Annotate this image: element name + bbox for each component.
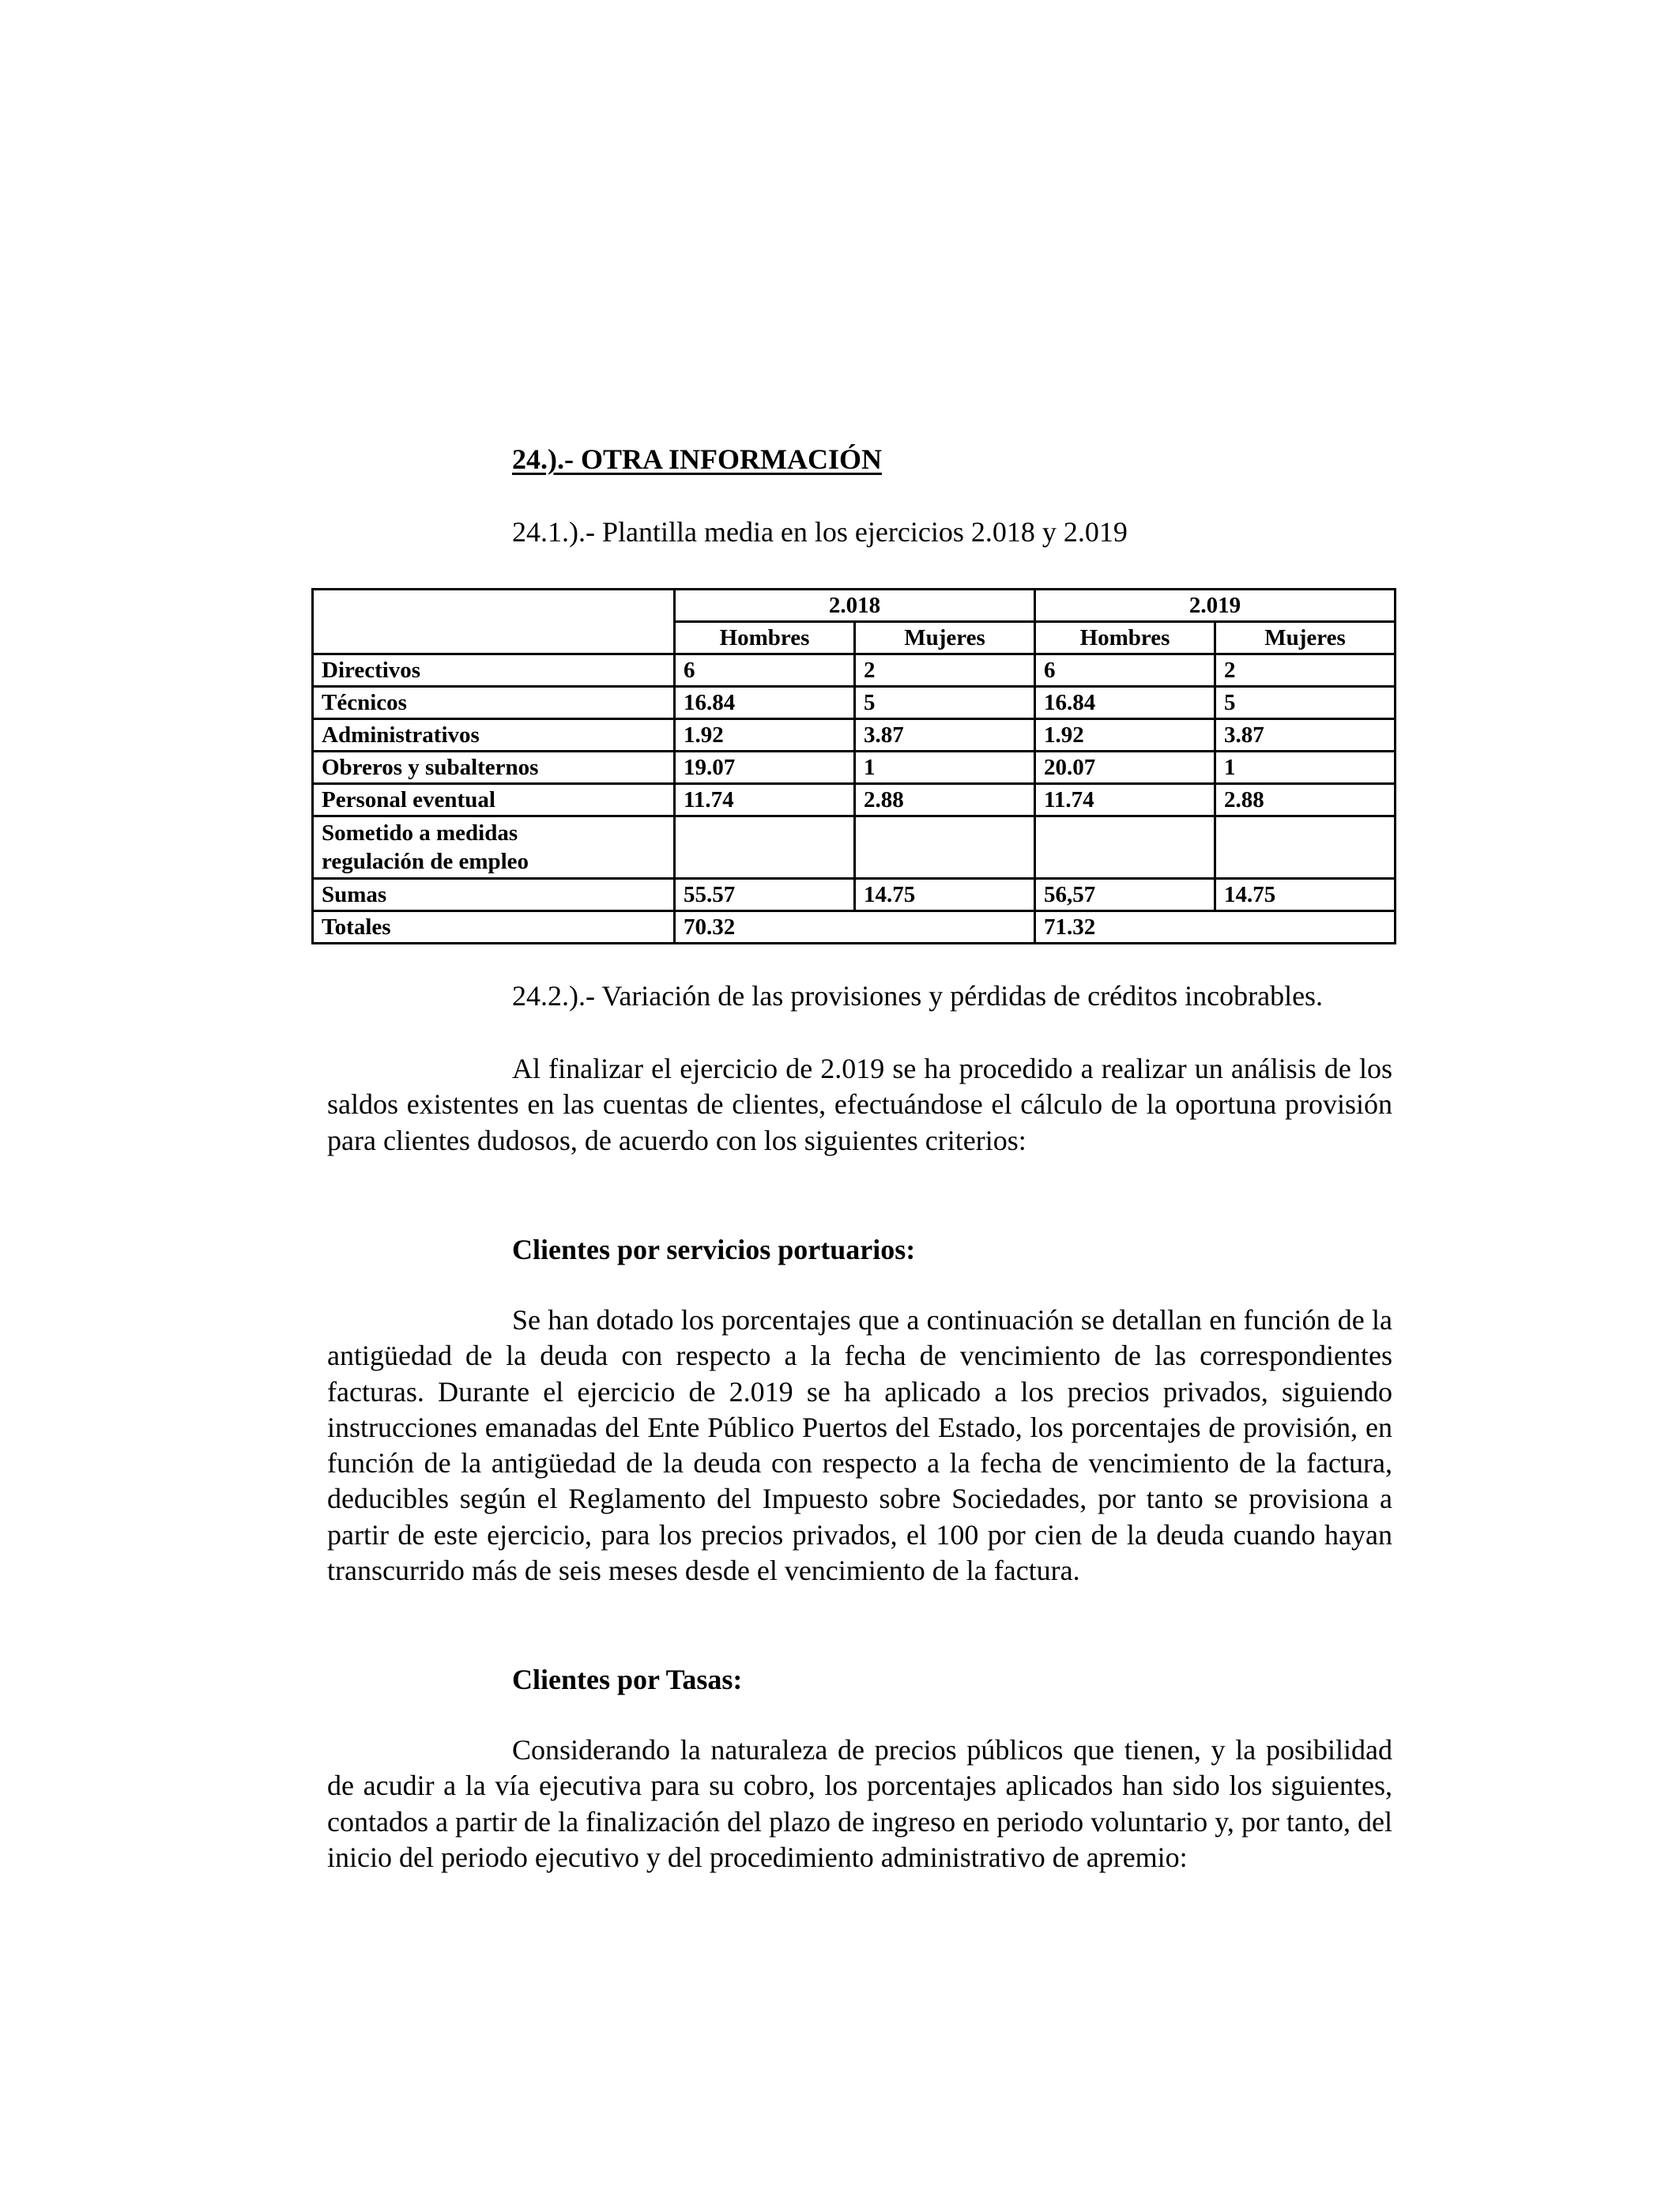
col-header: Mujeres	[1215, 622, 1396, 654]
table-cell: 2.88	[855, 784, 1035, 816]
row-label	[313, 816, 675, 879]
table-cell: 14.75	[855, 879, 1035, 911]
table-cell: 11.74	[1035, 784, 1215, 816]
table-cell: 2	[855, 654, 1035, 687]
table-cell: 55.57	[675, 879, 855, 911]
row-label-line: Sometido a medidas	[322, 820, 518, 846]
table-cell: 3.87	[1215, 719, 1396, 752]
table-cell: 1	[1215, 752, 1396, 784]
subsection-provisiones-title: 24.2.).- Variación de las provisiones y pérdidas de créditos incobrables.	[512, 980, 1324, 1012]
table-year-header-row	[313, 590, 1396, 622]
table-cell: 16.84	[675, 687, 855, 719]
col-header: Hombres	[675, 622, 855, 654]
table-row	[313, 784, 1396, 816]
table-cell: 1	[855, 752, 1035, 784]
plantilla-table	[311, 588, 1396, 944]
table-row-totales	[313, 911, 1396, 944]
paragraph-analysis: Al finalizar el ejercicio de 2.019 se ha procedido a realizar un análisis de los saldos existentes en las cuentas de clientes, efectuándose el cálculo de la oportuna provisión para clientes dudosos, de acuerdo con los siguientes criterios:	[327, 1053, 1392, 1156]
table-row	[313, 719, 1396, 752]
table-cell: 14.75	[1215, 879, 1396, 911]
table-cell	[1215, 816, 1396, 879]
row-label: Administrativos	[313, 719, 675, 752]
table-row	[313, 752, 1396, 784]
table-cell: 1.92	[1035, 719, 1215, 752]
row-label: Directivos	[313, 654, 675, 687]
paragraph-servicios-portuarios: Se han dotado los porcentajes que a continuación se detallan en función de la antigüedad de la deuda con respecto a la fecha de vencimiento de las correspondientes facturas. Durante el ejercicio de 2.019 se ha aplicado a los precios privados, siguiendo instrucciones emanadas del Ente Público Puertos del Estado, los porcentajes de provisión, en función de la antigüedad de la deuda con respecto a la fecha de vencimiento de la factura, deducibles según el Reglamento del Impuesto sobre Sociedades, por tanto se provisiona a partir de este ejercicio, para los precios privados, el 100 por cien de la deuda cuando hayan transcurrido más de seis meses desde el vencimiento de la factura.	[327, 1304, 1392, 1587]
table-cell: 19.07	[675, 752, 855, 784]
table-cell: 5	[855, 687, 1035, 719]
row-label: Sumas	[313, 879, 675, 911]
heading-servicios-portuarios: Clientes por servicios portuarios:	[512, 1234, 916, 1265]
table-cell	[675, 816, 855, 879]
table-row	[313, 816, 1396, 879]
table-cell: 3.87	[855, 719, 1035, 752]
table-row-sumas	[313, 879, 1396, 911]
table-cell	[855, 816, 1035, 879]
table-cell: 11.74	[675, 784, 855, 816]
table-cell: 1.92	[675, 719, 855, 752]
subsection-plantilla-title: 24.1.).- Plantilla media en los ejercicios 2.018 y 2.019	[512, 516, 1128, 548]
row-label: Totales	[313, 911, 675, 944]
table-corner-cell	[313, 590, 675, 654]
table-cell: 6	[1035, 654, 1215, 687]
table-cell: 20.07	[1035, 752, 1215, 784]
row-label: Personal eventual	[313, 784, 675, 816]
table-row	[313, 654, 1396, 687]
table-cell: 70.32	[675, 911, 1035, 944]
table-cell: 5	[1215, 687, 1396, 719]
table-cell: 2.88	[1215, 784, 1396, 816]
year-header-2018: 2.018	[675, 590, 1035, 622]
table-cell: 56,57	[1035, 879, 1215, 911]
table-cell: 2	[1215, 654, 1396, 687]
table-cell: 16.84	[1035, 687, 1215, 719]
table-cell: 6	[675, 654, 855, 687]
section-title: 24.).- OTRA INFORMACIÓN	[512, 443, 882, 475]
row-label: Técnicos	[313, 687, 675, 719]
paragraph-tasas: Considerando la naturaleza de precios públicos que tienen, y la posibilidad de acudir a la vía ejecutiva para su cobro, los porcentajes aplicados han sido los siguientes, contados a partir de la finalización del plazo de ingreso en periodo voluntario y, por tanto, del inicio del periodo ejecutivo y del procedimiento administrativo de apremio:	[327, 1734, 1392, 1873]
row-label: Obreros y subalternos	[313, 752, 675, 784]
row-label-line: regulación de empleo	[322, 849, 529, 874]
year-header-2019: 2.019	[1035, 590, 1396, 622]
heading-tasas: Clientes por Tasas:	[512, 1664, 743, 1695]
table-cell	[1035, 816, 1215, 879]
col-header: Hombres	[1035, 622, 1215, 654]
col-header: Mujeres	[855, 622, 1035, 654]
table-cell: 71.32	[1035, 911, 1396, 944]
table-row	[313, 687, 1396, 719]
